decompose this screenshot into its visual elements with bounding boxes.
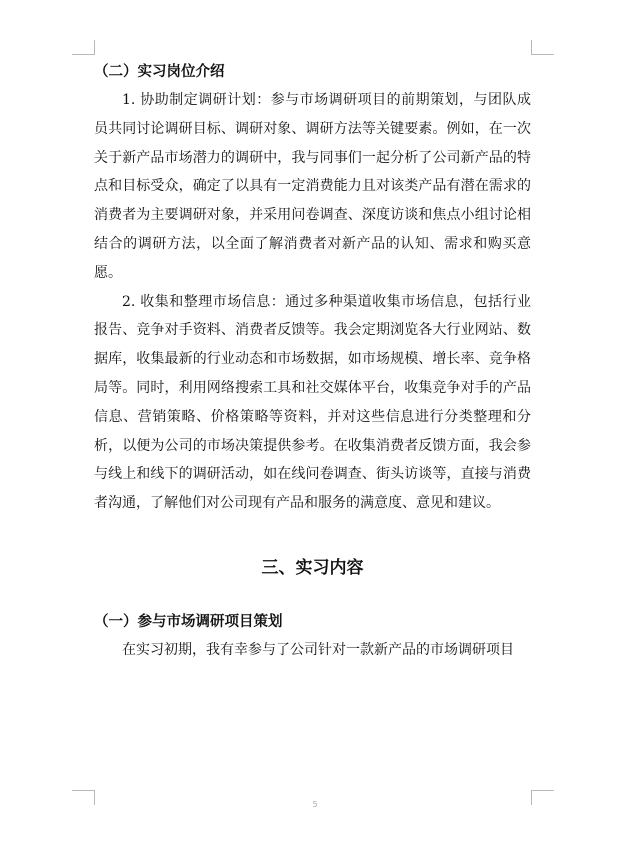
chapter-heading: 三、实习内容 bbox=[261, 557, 364, 578]
crop-mark-top-left bbox=[72, 40, 95, 55]
crop-mark-top-right bbox=[531, 40, 554, 55]
page-content bbox=[94, 58, 531, 665]
job-duty-item-1: 1. 协助制定调研计划：参与市场调研项目的前期策划，与团队成员共同讨论调研目标、调研对象、调研方法等关键要素。例如，在一次关于新产品市场潜力的调研中，我与同事们一起分析了公司新产品的特点和目标受众，确定了以具有一定消费能力且对该类产品有潜在需求的消费者为主要调研对象，并采用问卷调查、深度访谈和焦点小组讨论相结合的调研方法，以全面了解消费者对新产品的认知、需求和购买意愿。 bbox=[94, 92, 531, 281]
page-number: 5 bbox=[312, 800, 318, 809]
section-heading: （二）实习岗位介绍 bbox=[94, 64, 225, 80]
job-duty-item-2: 2. 收集和整理市场信息：通过多种渠道收集市场信息，包括行业报告、竞争对手资料、消费者反馈等。我会定期浏览各大行业网站、数据库，收集最新的行业动态和市场数据，如市场规模、增长率、竞争格局等。同时，利用网络搜索工具和社交媒体平台，收集竞争对手的产品信息、营销策略、价格策略等资料，并对这些信息进行分类整理和分析，以便为公司的市场决策提供参考。在收集消费者反馈方面，我会参与线上和线下的调研活动，如在线问卷调查、街头访谈等，直接与消费者沟通，了解他们对公司现有产品和服务的满意度、意见和建议。 bbox=[94, 293, 531, 512]
subsection-heading: （一）参与市场调研项目策划 bbox=[94, 613, 283, 630]
intro-paragraph: 在实习初期，我有幸参与了公司针对一款新产品的市场调研项目 bbox=[122, 641, 514, 658]
